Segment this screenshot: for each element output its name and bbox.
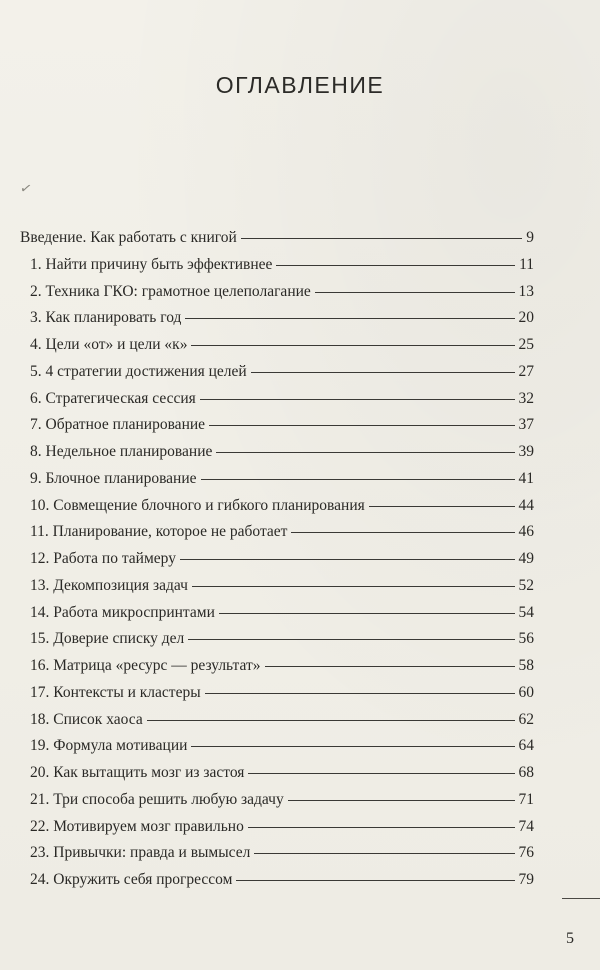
toc-entry-title: 13. Декомпозиция задач: [30, 576, 188, 594]
toc-entry: [30, 869, 534, 891]
footer-rule: [562, 898, 600, 899]
toc-entry: [30, 735, 534, 757]
toc-entry: [30, 709, 534, 731]
toc-leader-line: [185, 317, 514, 319]
toc-entry: [30, 521, 534, 543]
toc-entry-title: 2. Техника ГКО: грамотное целеполагание: [30, 282, 311, 300]
toc-leader-line: [201, 478, 515, 480]
toc-leader-line: [248, 826, 515, 828]
toc-entry-title: 9. Блочное планирование: [30, 469, 197, 487]
toc-leader-line: [248, 772, 514, 774]
toc-leader-line: [241, 237, 522, 239]
toc-entry-page: 41: [518, 469, 534, 487]
toc-entry-title: 15. Доверие списку дел: [30, 630, 185, 648]
toc-entry-page: 64: [518, 737, 534, 755]
toc-entry-page: 56: [518, 630, 534, 648]
toc-entry-title: 23. Привычки: правда и вымысел: [30, 844, 251, 862]
toc-entry-page: 79: [518, 871, 534, 888]
toc-leader-line: [192, 585, 515, 587]
toc-entry: [30, 468, 534, 490]
toc-entry: [30, 816, 534, 838]
toc-entry-page: 39: [518, 443, 534, 460]
toc-entry-title: 14. Работа микроспринтами: [30, 603, 215, 621]
toc-entry-title: 4. Цели «от» и цели «к»: [30, 336, 188, 353]
toc-entry-title: 8. Недельное планирование: [30, 443, 213, 460]
toc-leader-line: [188, 638, 514, 640]
toc-entry: [30, 575, 534, 597]
toc-leader-line: [288, 799, 515, 801]
toc-entry-title: 19. Формула мотивации: [30, 737, 188, 755]
toc-leader-line: [219, 612, 515, 614]
toc-entry-page: 52: [518, 576, 534, 594]
toc-entry-title: 21. Три способа решить любую задачу: [30, 790, 284, 808]
toc-entry: [30, 548, 534, 570]
toc-leader-line: [276, 264, 515, 266]
toc-entry: [30, 307, 534, 329]
toc-entry-page: 76: [518, 844, 534, 862]
toc-entry-page: 11: [519, 255, 534, 273]
toc-entry-title: 12. Работа по таймеру: [30, 550, 176, 567]
toc-entry: [30, 441, 534, 463]
toc-leader-line: [291, 531, 514, 533]
toc-leader-line: [369, 505, 515, 507]
toc-entry-title: 6. Стратегическая сессия: [30, 389, 196, 407]
toc-entry: [30, 655, 534, 677]
toc-entry-page: 74: [518, 817, 534, 835]
toc-entry-title: Введение. Как работать с книгой: [20, 229, 237, 246]
toc-entry: [30, 602, 534, 624]
toc-entry-page: 68: [518, 764, 534, 781]
toc-entry-page: 9: [526, 229, 534, 246]
toc-entry-page: 37: [518, 416, 534, 434]
toc-entry-title: 3. Как планировать год: [30, 309, 182, 327]
toc-entry: [30, 334, 534, 356]
toc-entry-title: 18. Список хаоса: [30, 710, 143, 728]
toc-entry-page: 32: [518, 389, 534, 407]
toc-leader-line: [147, 719, 515, 721]
toc-entry-title: 10. Совмещение блочного и гибкого планирования: [30, 496, 365, 514]
toc-entry-title: 5. 4 стратегии достижения целей: [30, 362, 247, 380]
toc-leader-line: [251, 371, 515, 373]
toc-leader-line: [191, 344, 514, 346]
toc-entry: [30, 388, 534, 410]
toc-entry: [30, 361, 534, 383]
toc-entry-title: 20. Как вытащить мозг из застоя: [30, 764, 245, 781]
toc-entry-title: 1. Найти причину быть эффективнее: [30, 255, 273, 273]
toc-leader-line: [191, 745, 514, 747]
toc-entry: [30, 682, 534, 704]
toc-entry-title: 24. Окружить себя прогрессом: [30, 871, 233, 888]
toc-entry: [20, 227, 534, 249]
toc-entry-page: 44: [518, 496, 534, 514]
toc-entry-page: 20: [518, 309, 534, 327]
toc-entry-page: 54: [518, 603, 534, 621]
toc-entry-page: 46: [518, 523, 534, 541]
toc-leader-line: [265, 665, 515, 667]
toc-entry-page: 25: [518, 336, 534, 353]
toc-entry-title: 16. Матрица «ресурс — результат»: [30, 657, 261, 674]
toc-entry: [30, 414, 534, 436]
toc-entry: [30, 762, 534, 784]
toc-leader-line: [216, 451, 514, 453]
toc-leader-line: [315, 291, 515, 293]
toc-entry-title: 11. Планирование, которое не работает: [30, 523, 288, 541]
toc-entry-title: 7. Обратное планирование: [30, 416, 206, 434]
toc-entry-page: 49: [518, 550, 534, 567]
pencil-mark: ✓: [18, 179, 34, 199]
toc-leader-line: [209, 424, 514, 426]
toc-entry-page: 71: [518, 790, 534, 808]
toc-entry-page: 60: [518, 683, 534, 701]
toc-leader-line: [200, 398, 515, 400]
page-number: 5: [566, 930, 574, 947]
toc-leader-line: [236, 879, 514, 881]
toc-entry-page: 58: [518, 657, 534, 674]
toc-leader-line: [254, 852, 514, 854]
toc-entry: [30, 281, 534, 303]
toc-entry-title: 22. Мотивируем мозг правильно: [30, 817, 244, 835]
toc-entry: [30, 628, 534, 650]
toc-entry-title: 17. Контексты и кластеры: [30, 683, 201, 701]
toc-leader-line: [180, 558, 515, 560]
toc-entry-page: 27: [518, 362, 534, 380]
toc-entry-page: 62: [518, 710, 534, 728]
toc-entry: [30, 789, 534, 811]
toc-heading: ОГЛАВЛЕНИЕ: [215, 72, 385, 98]
toc-entry-page: 13: [518, 282, 534, 300]
toc-entry: [30, 495, 534, 517]
toc-entry: [30, 842, 534, 864]
toc-leader-line: [205, 692, 515, 694]
toc-entry: [30, 254, 534, 276]
